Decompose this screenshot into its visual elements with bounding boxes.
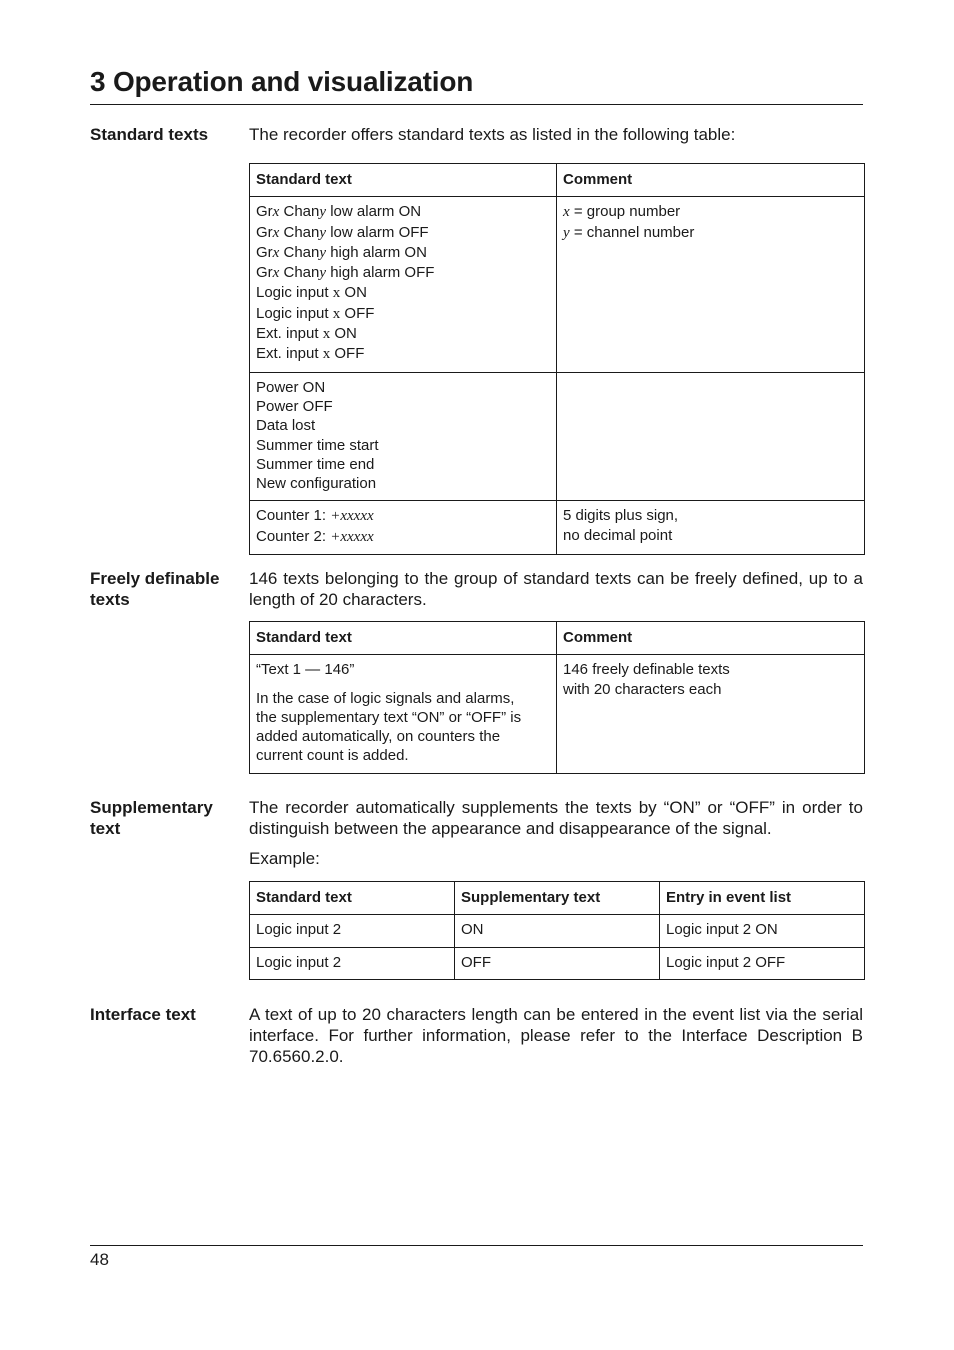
column-header: Supplementary text: [455, 882, 660, 915]
legend-line: y = channel number: [563, 223, 695, 241]
column-header: Entry in event list: [660, 882, 865, 915]
supplementary-intro: The recorder automatically supplements the texts by “ON” or “OFF” in order to distinguish between the appearance and disappearance of the signal.: [249, 798, 863, 838]
standard-texts-heading: Standard texts: [90, 125, 209, 144]
comment-line: 5 digits plus sign,: [563, 507, 679, 525]
heading-line: Supplementary: [90, 798, 213, 817]
table-cell: OFF: [455, 947, 660, 979]
alarm-text-line: Grx Chany low alarm OFF: [256, 223, 429, 241]
column-header: Standard text: [250, 622, 557, 655]
table-header-row: [250, 164, 865, 197]
supplementary-table: [249, 881, 865, 980]
input-text-line: Ext. input x ON: [256, 325, 357, 343]
input-text-line: Ext. input x OFF: [256, 345, 365, 363]
free-text-note-line: current count is added.: [256, 747, 409, 765]
free-text-note-line: In the case of logic signals and alarms,: [256, 689, 515, 707]
column-header: Comment: [557, 622, 865, 655]
table-cell: ON: [455, 915, 660, 947]
free-text-note-line: the supplementary text “ON” or “OFF” is: [256, 708, 522, 726]
table-header-row: [250, 882, 865, 915]
page-number: 48: [90, 1250, 109, 1269]
counter-line: Counter 1: +xxxxx: [256, 507, 374, 525]
interface-text-heading: Interface text: [90, 1005, 196, 1024]
table-cell: Logic input 2: [250, 915, 455, 947]
legend-line: x = group number: [563, 203, 681, 221]
standard-texts-intro: The recorder offers standard texts as listed in the following table:: [249, 125, 736, 144]
comment-line: no decimal point: [563, 526, 673, 544]
column-header: Comment: [557, 164, 865, 197]
alarm-texts-cell: [250, 197, 557, 372]
heading-line: Freely definable: [90, 569, 220, 588]
alarm-text-line: Grx Chany high alarm OFF: [256, 264, 435, 282]
table-row: [250, 655, 865, 773]
paragraph-gap: [256, 680, 550, 689]
freely-definable-table: [249, 621, 865, 774]
standard-texts-table: [249, 163, 865, 555]
supplementary-heading: [90, 797, 240, 839]
column-header: Standard text: [250, 882, 455, 915]
alarm-text-line: Grx Chany high alarm ON: [256, 243, 427, 261]
alarm-text-line: Grx Chany low alarm ON: [256, 203, 422, 221]
table-header-row: [250, 622, 865, 655]
system-text-line: Summer time start: [256, 436, 379, 454]
column-header: Standard text: [250, 164, 557, 197]
free-text-title: “Text 1 — 146”: [256, 661, 355, 679]
system-text-line: Power ON: [256, 378, 326, 396]
table-row: [250, 947, 865, 979]
heading-line: text: [90, 819, 121, 838]
table-cell: Logic input 2 ON: [660, 915, 865, 947]
free-text-comment-cell: [557, 655, 865, 773]
counter-comment-cell: [557, 501, 865, 555]
table-cell: Logic input 2: [250, 947, 455, 979]
system-texts-cell: [250, 372, 557, 501]
free-text-note-line: added automatically, on counters the: [256, 728, 501, 746]
table-row: [250, 501, 865, 555]
comment-line: 146 freely definable texts: [563, 661, 730, 679]
system-text-line: Summer time end: [256, 455, 375, 473]
interface-text-body: A text of up to 20 characters length can be entered in the event list via the serial interface. For further information, please refer to the Interface Description B 70.6560.2.0.: [249, 1005, 863, 1066]
table-cell: Logic input 2 OFF: [660, 947, 865, 979]
input-text-line: Logic input x OFF: [256, 304, 375, 322]
table-row: [250, 372, 865, 501]
freely-definable-heading: [90, 568, 240, 610]
empty-comment-cell: [557, 372, 865, 501]
freely-definable-intro: 146 texts belonging to the group of standard texts can be freely defined, up to a length of 20 characters.: [249, 569, 863, 609]
footer-rule: [90, 1245, 863, 1246]
heading-line: texts: [90, 590, 130, 609]
example-label: Example:: [249, 849, 320, 868]
system-text-line: New configuration: [256, 475, 377, 493]
counter-line: Counter 2: +xxxxx: [256, 527, 374, 545]
system-text-line: Power OFF: [256, 397, 333, 415]
table-row: [250, 915, 865, 947]
chapter-title: 3 Operation and visualization: [90, 66, 474, 97]
input-text-line: Logic input x ON: [256, 284, 367, 302]
free-text-cell: [250, 655, 557, 773]
variable-legend-cell: [557, 197, 865, 372]
header-rule: [90, 104, 863, 105]
comment-line: with 20 characters each: [563, 680, 722, 698]
system-text-line: Data lost: [256, 417, 316, 435]
counter-texts-cell: [250, 501, 557, 555]
table-row: [250, 197, 865, 372]
